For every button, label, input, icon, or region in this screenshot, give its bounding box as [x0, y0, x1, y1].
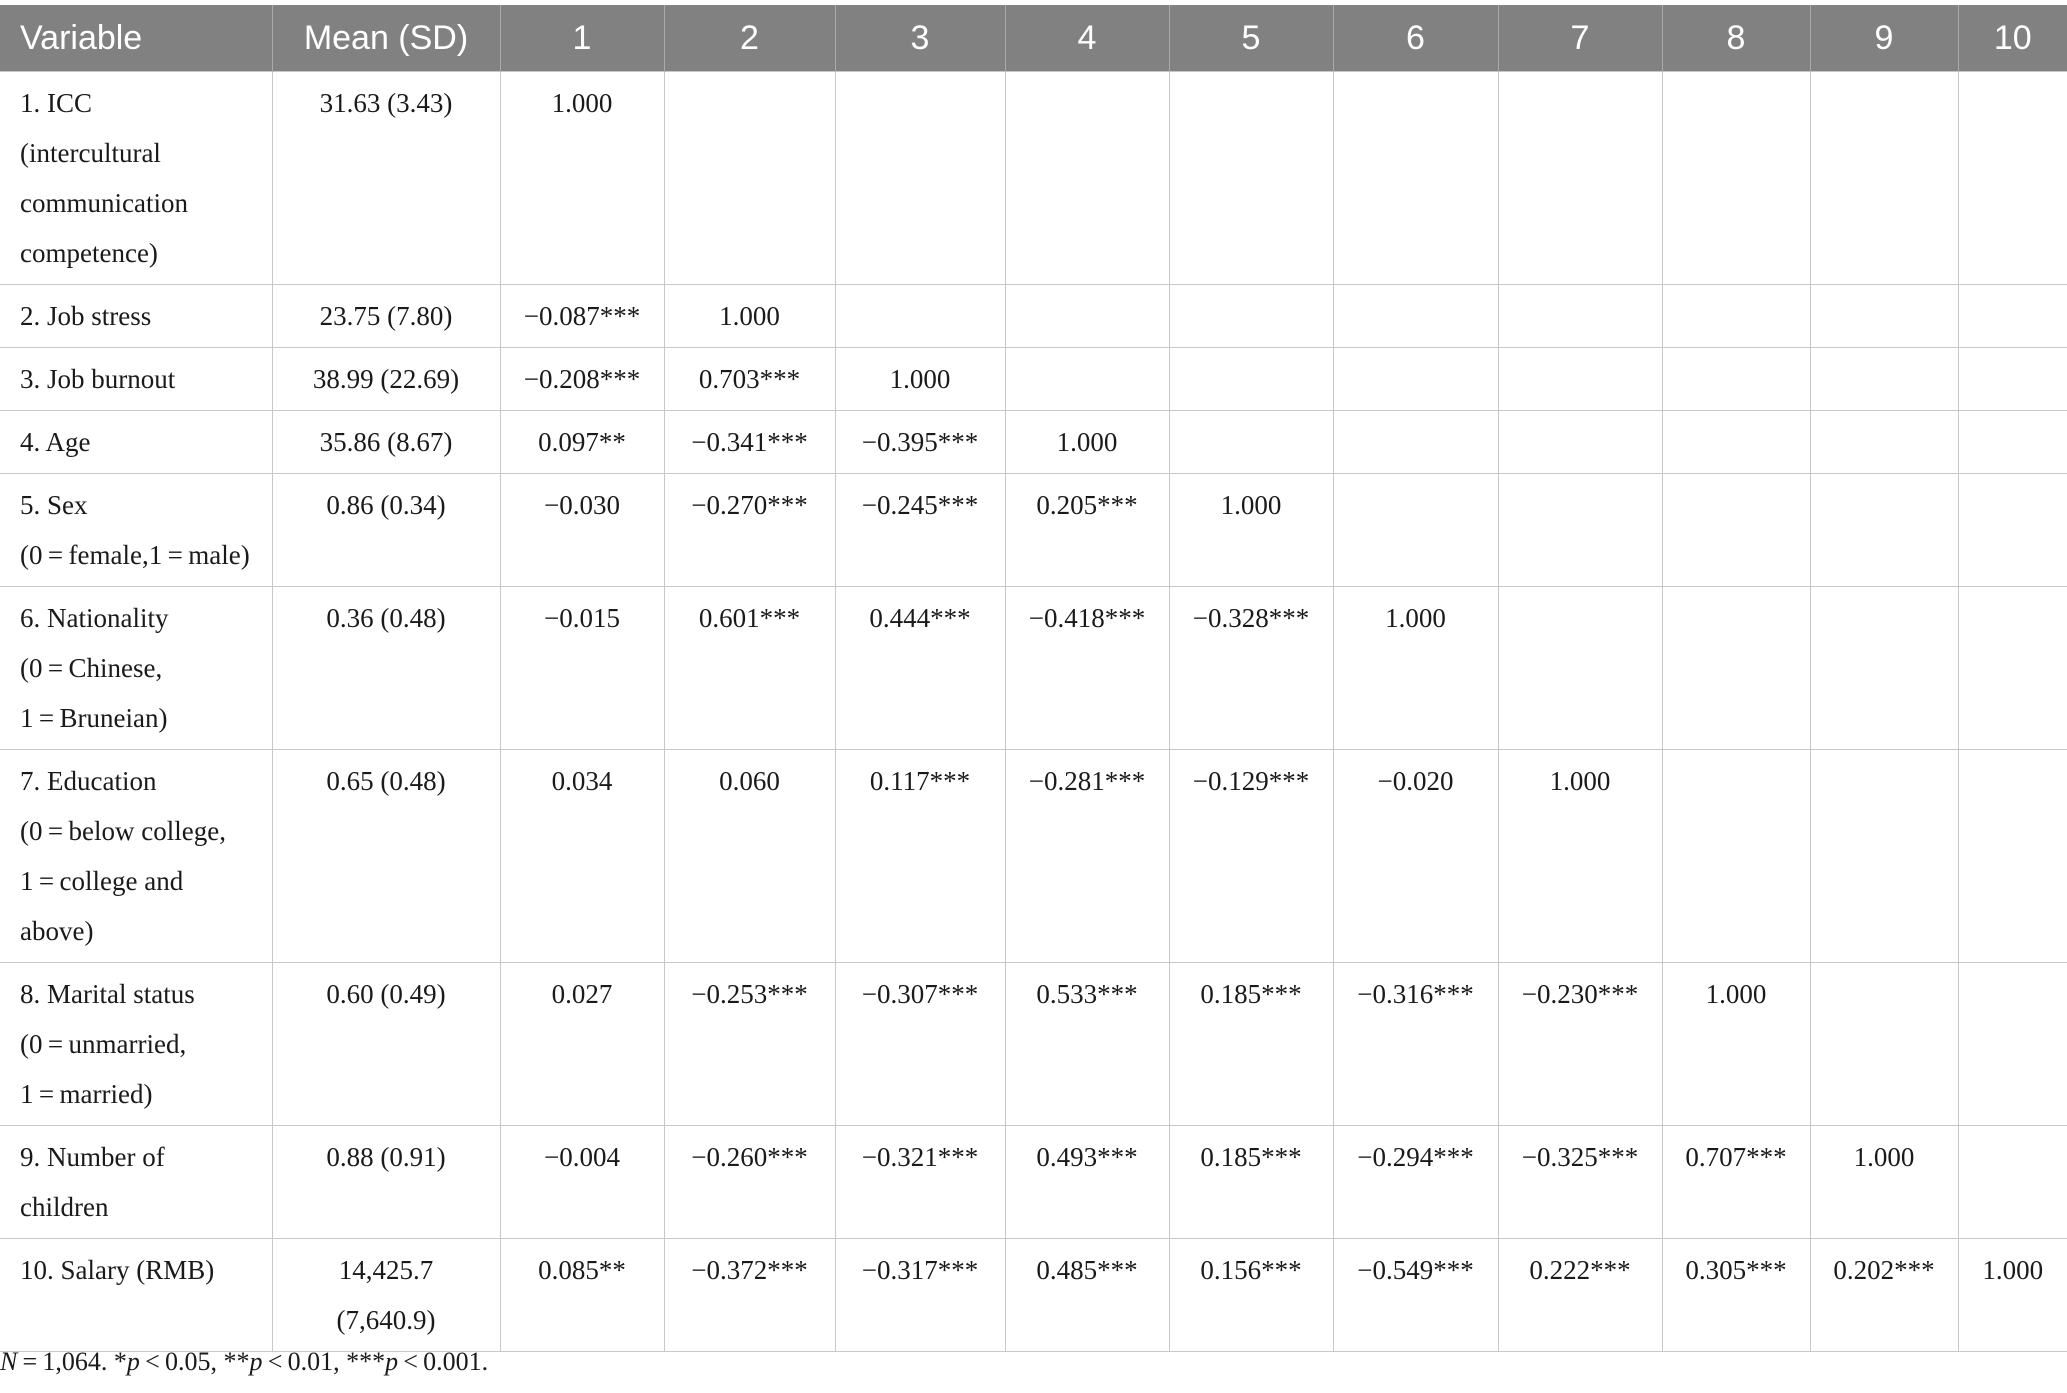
- correlation-cell: 0.027: [500, 963, 664, 1126]
- variable-line: 8. Marital status: [20, 979, 195, 1009]
- variable-line: 3. Job burnout: [20, 364, 176, 394]
- correlation-cell: [1958, 348, 2067, 411]
- variable-line: 10. Salary (RMB): [20, 1255, 215, 1285]
- correlation-cell: [1662, 474, 1810, 587]
- correlation-cell: [1662, 348, 1810, 411]
- correlation-cell: 0.485***: [1005, 1239, 1169, 1352]
- correlation-cell: [1810, 474, 1958, 587]
- correlation-cell: 0.222***: [1498, 1239, 1662, 1352]
- variable-cell: [0, 750, 272, 963]
- correlation-cell: 1.000: [835, 348, 1005, 411]
- correlation-cell: 1.000: [1810, 1126, 1958, 1239]
- correlation-cell: [1958, 285, 2067, 348]
- mean-sd-line: 14,425.7: [338, 1255, 434, 1285]
- correlation-cell: [1333, 474, 1498, 587]
- mean-sd-line: (7,640.9): [336, 1305, 436, 1335]
- correlation-cell: −0.294***: [1333, 1126, 1498, 1239]
- variable-cell: [0, 1239, 272, 1352]
- header-col-10: 10: [1958, 5, 2067, 72]
- correlation-cell: −0.395***: [835, 411, 1005, 474]
- header-col-9: 9: [1810, 5, 1958, 72]
- table-row: [0, 1126, 2067, 1239]
- footnote-p: p: [249, 1347, 263, 1376]
- correlation-cell: [1810, 963, 1958, 1126]
- correlation-cell: −0.245***: [835, 474, 1005, 587]
- table-row: [0, 474, 2067, 587]
- correlation-cell: −0.549***: [1333, 1239, 1498, 1352]
- variable-line: 9. Number of: [20, 1142, 165, 1172]
- header-variable: Variable: [0, 5, 272, 72]
- correlation-cell: [1662, 72, 1810, 285]
- correlation-cell: 0.085**: [500, 1239, 664, 1352]
- correlation-cell: [1498, 587, 1662, 750]
- correlation-cell: −0.316***: [1333, 963, 1498, 1126]
- correlation-cell: [1498, 348, 1662, 411]
- correlation-cell: −0.281***: [1005, 750, 1169, 963]
- correlation-cell: 0.156***: [1169, 1239, 1333, 1352]
- correlation-cell: [1810, 285, 1958, 348]
- variable-line: 5. Sex: [20, 490, 88, 520]
- mean-sd-line: 38.99 (22.69): [312, 364, 460, 394]
- correlation-cell: −0.317***: [835, 1239, 1005, 1352]
- correlation-cell: −0.129***: [1169, 750, 1333, 963]
- mean-sd-line: 23.75 (7.80): [319, 301, 453, 331]
- correlation-cell: −0.307***: [835, 963, 1005, 1126]
- correlation-cell: 0.202***: [1810, 1239, 1958, 1352]
- correlation-cell: 1.000: [664, 285, 835, 348]
- correlation-cell: −0.325***: [1498, 1126, 1662, 1239]
- header-col-2: 2: [664, 5, 835, 72]
- correlation-cell: [1958, 963, 2067, 1126]
- correlation-cell: −0.270***: [664, 474, 835, 587]
- mean-sd-cell: [272, 285, 500, 348]
- correlation-cell: [1810, 348, 1958, 411]
- correlation-cell: 1.000: [500, 72, 664, 285]
- correlation-cell: −0.321***: [835, 1126, 1005, 1239]
- correlation-cell: [1958, 72, 2067, 285]
- correlation-cell: [1498, 72, 1662, 285]
- mean-sd-cell: [272, 411, 500, 474]
- variable-line: 1 = college and: [20, 866, 184, 896]
- correlation-cell: −0.015: [500, 587, 664, 750]
- correlation-cell: [1005, 72, 1169, 285]
- footnote-text: < 0.05, **: [139, 1347, 250, 1376]
- variable-line: 1 = Bruneian): [20, 703, 168, 733]
- correlation-cell: 1.000: [1169, 474, 1333, 587]
- header-col-4: 4: [1005, 5, 1169, 72]
- correlation-cell: [1662, 411, 1810, 474]
- correlation-cell: −0.253***: [664, 963, 835, 1126]
- variable-line: 7. Education: [20, 766, 157, 796]
- header-row: [0, 5, 2067, 72]
- correlation-cell: [1169, 411, 1333, 474]
- correlation-cell: [1169, 348, 1333, 411]
- correlation-cell: [1498, 411, 1662, 474]
- correlation-cell: 0.117***: [835, 750, 1005, 963]
- footnote-p: p: [385, 1347, 399, 1376]
- variable-line: 6. Nationality: [20, 603, 169, 633]
- correlation-cell: 0.703***: [664, 348, 835, 411]
- correlation-cell: 0.444***: [835, 587, 1005, 750]
- correlation-cell: 0.060: [664, 750, 835, 963]
- mean-sd-line: 0.65 (0.48): [326, 766, 446, 796]
- correlation-cell: [1662, 285, 1810, 348]
- mean-sd-cell: [272, 587, 500, 750]
- footnote-text: = 1,064. *: [17, 1347, 127, 1376]
- variable-line: above): [20, 916, 94, 946]
- variable-line: (0 = below college,: [20, 816, 226, 846]
- mean-sd-cell: [272, 963, 500, 1126]
- table-row: [0, 348, 2067, 411]
- correlation-cell: [1958, 411, 2067, 474]
- mean-sd-line: 0.60 (0.49): [326, 979, 446, 1009]
- variable-cell: [0, 285, 272, 348]
- correlation-cell: [1169, 72, 1333, 285]
- table-row: [0, 72, 2067, 285]
- correlation-cell: 0.205***: [1005, 474, 1169, 587]
- correlation-cell: −0.328***: [1169, 587, 1333, 750]
- table-footnote: [0, 1347, 488, 1377]
- variable-cell: [0, 1126, 272, 1239]
- correlation-cell: [1333, 411, 1498, 474]
- mean-sd-cell: [272, 750, 500, 963]
- correlation-cell: [1169, 285, 1333, 348]
- correlation-cell: [1005, 285, 1169, 348]
- correlation-cell: [1333, 72, 1498, 285]
- mean-sd-line: 35.86 (8.67): [319, 427, 453, 457]
- correlation-cell: 1.000: [1498, 750, 1662, 963]
- correlation-cell: 1.000: [1333, 587, 1498, 750]
- correlation-cell: −0.418***: [1005, 587, 1169, 750]
- correlation-cell: [1958, 474, 2067, 587]
- mean-sd-cell: [272, 72, 500, 285]
- header-mean-sd: Mean (SD): [272, 5, 500, 72]
- correlation-cell: [1333, 348, 1498, 411]
- correlation-cell: 0.305***: [1662, 1239, 1810, 1352]
- correlation-cell: −0.260***: [664, 1126, 835, 1239]
- table-row: [0, 1239, 2067, 1352]
- correlation-cell: [664, 72, 835, 285]
- correlation-cell: 1.000: [1958, 1239, 2067, 1352]
- correlation-cell: −0.020: [1333, 750, 1498, 963]
- variable-line: competence): [20, 238, 158, 268]
- correlation-cell: [1662, 750, 1810, 963]
- correlation-cell: [835, 285, 1005, 348]
- correlation-table: [0, 5, 2067, 1352]
- correlation-cell: −0.230***: [1498, 963, 1662, 1126]
- correlation-cell: 0.185***: [1169, 963, 1333, 1126]
- correlation-cell: 0.097**: [500, 411, 664, 474]
- correlation-cell: 0.533***: [1005, 963, 1169, 1126]
- mean-sd-line: 0.36 (0.48): [326, 603, 446, 633]
- footnote-n: N: [0, 1347, 18, 1376]
- mean-sd-cell: [272, 348, 500, 411]
- correlation-cell: −0.087***: [500, 285, 664, 348]
- correlation-cell: −0.004: [500, 1126, 664, 1239]
- correlation-cell: [1333, 285, 1498, 348]
- correlation-cell: [1810, 411, 1958, 474]
- correlation-cell: 0.707***: [1662, 1126, 1810, 1239]
- footnote-p: p: [126, 1347, 140, 1376]
- footnote-text: < 0.001.: [398, 1347, 489, 1376]
- correlation-cell: 1.000: [1005, 411, 1169, 474]
- correlation-cell: [835, 72, 1005, 285]
- mean-sd-line: 0.88 (0.91): [326, 1142, 446, 1172]
- correlation-cell: 0.034: [500, 750, 664, 963]
- variable-cell: [0, 963, 272, 1126]
- mean-sd-cell: [272, 474, 500, 587]
- correlation-cell: [1662, 587, 1810, 750]
- correlation-cell: [1498, 285, 1662, 348]
- mean-sd-cell: [272, 1126, 500, 1239]
- variable-line: 1. ICC: [20, 88, 93, 118]
- header-col-6: 6: [1333, 5, 1498, 72]
- table-row: [0, 411, 2067, 474]
- table-row: [0, 963, 2067, 1126]
- correlation-cell: [1958, 750, 2067, 963]
- correlation-cell: −0.030: [500, 474, 664, 587]
- correlation-cell: −0.341***: [664, 411, 835, 474]
- correlation-cell: [1958, 587, 2067, 750]
- correlation-cell: −0.372***: [664, 1239, 835, 1352]
- correlation-cell: [1498, 474, 1662, 587]
- variable-line: (intercultural: [20, 138, 161, 168]
- header-col-8: 8: [1662, 5, 1810, 72]
- variable-line: communication: [20, 188, 188, 218]
- table-row: [0, 587, 2067, 750]
- table-row: [0, 750, 2067, 963]
- header-col-5: 5: [1169, 5, 1333, 72]
- variable-line: 2. Job stress: [20, 301, 152, 331]
- mean-sd-line: 31.63 (3.43): [319, 88, 453, 118]
- correlation-cell: [1810, 587, 1958, 750]
- mean-sd-line: 0.86 (0.34): [326, 490, 446, 520]
- correlation-cell: −0.208***: [500, 348, 664, 411]
- header-col-7: 7: [1498, 5, 1662, 72]
- mean-sd-cell: [272, 1239, 500, 1352]
- correlation-cell: [1005, 348, 1169, 411]
- table-row: [0, 285, 2067, 348]
- variable-cell: [0, 474, 272, 587]
- variable-line: (0 = female,1 = male): [20, 540, 250, 570]
- correlation-cell: [1810, 750, 1958, 963]
- correlation-cell: [1810, 72, 1958, 285]
- variable-line: 1 = married): [20, 1079, 153, 1109]
- correlation-cell: 0.185***: [1169, 1126, 1333, 1239]
- variable-cell: [0, 411, 272, 474]
- correlation-cell: 0.601***: [664, 587, 835, 750]
- footnote-text: < 0.01, ***: [262, 1347, 386, 1376]
- correlation-cell: [1958, 1126, 2067, 1239]
- variable-line: children: [20, 1192, 109, 1222]
- correlation-cell: 0.493***: [1005, 1126, 1169, 1239]
- variable-line: 4. Age: [20, 427, 91, 457]
- variable-cell: [0, 587, 272, 750]
- variable-line: (0 = Chinese,: [20, 653, 163, 683]
- header-col-1: 1: [500, 5, 664, 72]
- header-col-3: 3: [835, 5, 1005, 72]
- variable-cell: [0, 72, 272, 285]
- table-body: [0, 72, 2067, 1352]
- variable-line: (0 = unmarried,: [20, 1029, 187, 1059]
- variable-cell: [0, 348, 272, 411]
- correlation-cell: 1.000: [1662, 963, 1810, 1126]
